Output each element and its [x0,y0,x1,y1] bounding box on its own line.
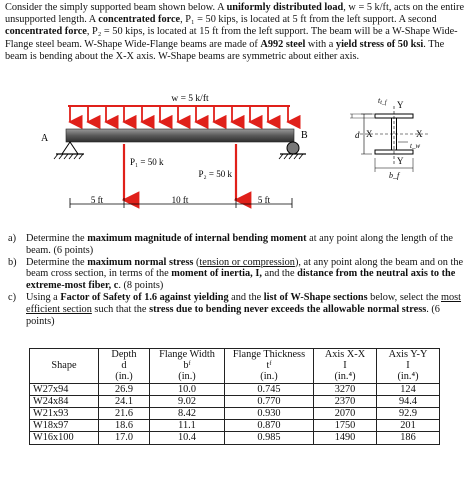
hdr-line: Depth [111,349,137,360]
hdr-line: Flange Width [159,349,215,360]
cell-flange-width: 8.42 [150,408,225,420]
pin-support-a [54,142,84,159]
w-shape-table [29,348,440,445]
problem-statement [5,2,469,63]
intro-bold: concentrated force [98,14,181,26]
q-bold: maximum magnitude of internal bending moment [87,233,307,244]
y-bottom-label: Y [397,156,404,166]
hdr-line: (in.) [115,371,133,383]
p2-label: P₂ = 50 k [198,169,232,179]
intro-text: , P₂ = 50 kips, is located at 15 ft from the left support. The beam will be a W-Shape Wide-Flange steel beam. W-Shape Wide-Flange beams are made of [5,26,458,50]
q-text: ( [193,256,200,268]
cell-iyy: 92.9 [377,408,440,420]
hdr-line: I [343,360,347,372]
q-bold: distance from the neutral axis to the extreme-most fiber, c [26,268,456,292]
q-bold: moment of inertia, I, [171,268,262,280]
table-header-row [30,349,440,384]
cell-iyy: 201 [377,420,440,432]
dim-10ft: 10 ft [171,195,189,205]
load-label: w = 5 k/ft [171,94,209,104]
table-row [30,420,440,432]
cell-shape: W24x84 [30,395,99,407]
col-axis-yy [377,349,440,384]
intro-bold: concentrated force [5,26,87,38]
question-b-label: b) [8,256,17,268]
cell-ixx: 1490 [314,432,377,444]
intro-bold: uniformly distributed load [226,2,344,13]
cell-depth: 24.1 [99,395,150,407]
q-text: . (8 points) [118,280,164,292]
intro-text: . The beam is bending about the X-X axis. W-Shape beams are symmetric about either axis. [5,38,445,62]
question-c-text [26,292,464,327]
x-right-label: X [416,129,423,139]
col-flange-width [150,349,225,384]
roller-support-b [279,142,306,159]
q-bold: Factor of Safety of 1.6 against yielding [60,291,229,303]
hdr-line: (in.⁴) [334,371,356,383]
cell-depth: 18.6 [99,420,150,432]
w-shape-cross-section [350,106,430,172]
cell-flange-width: 9.02 [150,395,225,407]
cell-iyy: 94.4 [377,395,440,407]
hdr-line: bᶠ [183,360,191,372]
cell-ixx: 3270 [314,383,377,395]
y-top-label: Y [397,100,404,110]
q-text: below, select the [367,291,441,303]
distributed-load-arrows [70,106,288,122]
d-label: d [355,130,360,140]
cell-ixx: 2070 [314,408,377,420]
question-b-text [26,257,464,292]
q-text: at any point along the length of the beam. (6 points) [26,233,453,256]
support-a-label: A [41,133,49,144]
hdr-line: (in.⁴) [397,371,419,383]
question-c [8,292,464,327]
hdr-line: tᶠ [266,360,272,372]
q-text: . (6 points) [26,303,440,327]
question-c-label: c) [8,291,16,303]
cell-shape: W16x100 [30,432,99,444]
questions-list [8,233,464,327]
col-depth [99,349,150,384]
q-bold: list of W-Shape sections [263,291,368,303]
q-text: such that the [91,303,150,315]
q-underline: tension or compression [199,256,295,268]
intro-text: Consider the simply supported beam shown below. A [5,2,227,13]
hdr-line: Flange Thickness [232,349,306,360]
cell-flange-thickness: 0.930 [225,408,314,420]
question-b [8,257,464,292]
q-text: ), at any point along the beam and on the beam cross section, in terms of the [26,256,464,280]
question-a [8,233,464,257]
q-underline: most efficient section [26,291,462,315]
bf-label: b_f [389,171,400,180]
q-bold: maximum normal stress [87,256,194,268]
question-a-text [26,233,464,257]
cell-flange-width: 10.4 [150,432,225,444]
intro-text: with a [305,38,336,50]
cell-flange-width: 10.0 [150,383,225,395]
support-b-label: B [301,130,308,141]
col-shape: Shape [30,349,99,384]
cell-shape: W27x94 [30,383,99,395]
hdr-line: d [121,360,127,372]
cell-ixx: 2370 [314,395,377,407]
cell-iyy: 186 [377,432,440,444]
beam [66,129,294,142]
table-row [30,395,440,407]
cell-flange-thickness: 0.985 [225,432,314,444]
cell-iyy: 124 [377,383,440,395]
q-text: and the [228,291,264,303]
q-text: Determine the [26,256,88,268]
cell-shape: W18x97 [30,420,99,432]
cell-shape: W21x93 [30,408,99,420]
intro-text: , P₁ = 50 kips, is located at 5 ft from the left support. A second [180,14,437,26]
cell-depth: 21.6 [99,408,150,420]
beam-diagram [0,92,474,214]
hdr-line: Axis Y-Y [388,349,428,360]
table-row [30,432,440,444]
dim-5ft-right: 5 ft [257,195,271,205]
tf-label: tt_f [378,96,387,106]
cell-flange-thickness: 0.870 [225,420,314,432]
cell-ixx: 1750 [314,420,377,432]
hdr-line: Axis X-X [324,349,366,360]
intro-bold: yield stress of 50 ksi [335,38,424,50]
intro-text: , w = 5 k/ft, acts on the entire unsupported length. A [5,2,465,26]
hdr-line: I [406,360,410,372]
table-row [30,383,440,395]
cell-depth: 17.0 [99,432,150,444]
q-bold: stress due to bending never exceeds the allowable normal stress [149,303,427,315]
tf-sub: t_f [380,100,387,106]
cell-flange-thickness: 0.770 [225,395,314,407]
col-axis-xx [314,349,377,384]
table-row [30,408,440,420]
hdr-line: (in.) [178,371,196,383]
tw-label: t_w [410,142,421,150]
hdr-line: (in.) [260,371,278,383]
dim-5ft-left: 5 ft [90,195,104,205]
cell-flange-thickness: 0.745 [225,383,314,395]
q-text: Determine the [26,233,88,244]
q-text: Using a [26,291,61,303]
intro-bold: A992 steel [260,38,306,50]
x-left-label: X [366,129,373,139]
p1-label: P₁ = 50 k [130,157,164,167]
question-a-label: a) [8,233,16,244]
cell-depth: 26.9 [99,383,150,395]
q-text: and the [261,268,298,280]
cell-flange-width: 11.1 [150,420,225,432]
col-flange-thickness [225,349,314,384]
